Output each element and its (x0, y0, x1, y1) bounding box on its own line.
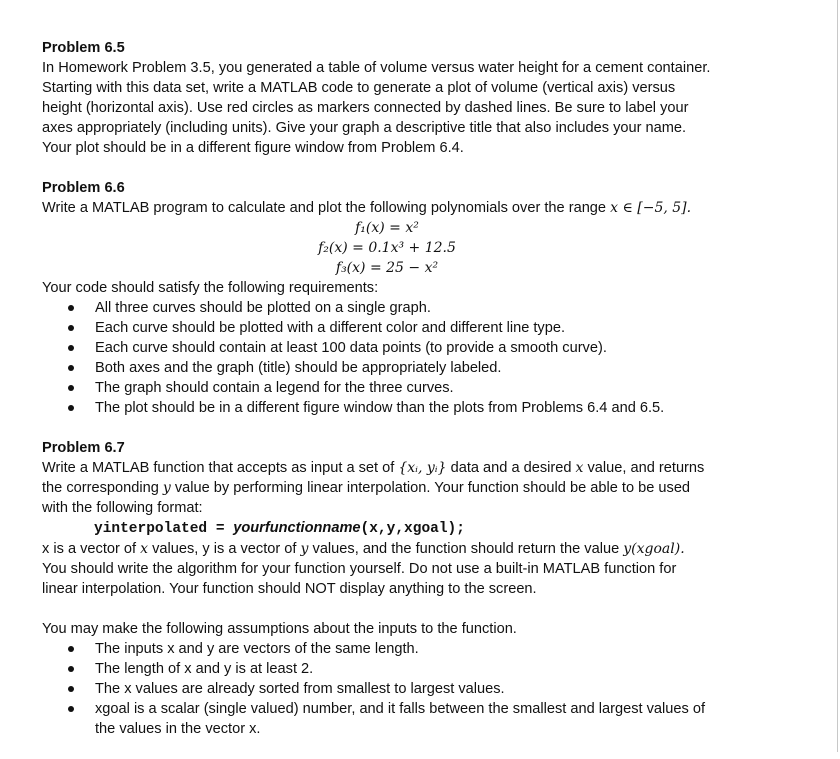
math-y: y (162, 480, 171, 496)
problem-6-5-heading: Problem 6.5 (42, 40, 125, 56)
problem-6-7-line (42, 458, 742, 478)
problem-6-7-line: linear interpolation. Your function should NOT display anything to the screen. (42, 581, 537, 597)
problem-6-5-line: height (horizontal axis). Use red circles as markers connected by dashed lines. Be sure to label your (42, 100, 689, 116)
code-function-name: yourfunctionname (233, 520, 361, 536)
math-x: x (575, 460, 584, 476)
assumptions (42, 619, 742, 739)
bullet-icon (68, 686, 74, 692)
text-run: data and a desired (446, 460, 576, 476)
page-edge-rule (837, 0, 838, 752)
problem-6-6 (42, 178, 742, 418)
math-x: x (140, 541, 149, 557)
list-item (42, 298, 742, 318)
bullet-icon (68, 365, 74, 371)
problem-6-5 (42, 38, 742, 158)
list-item-text: the values in the vector x. (95, 721, 261, 737)
list-item (42, 358, 742, 378)
list-item-text: Both axes and the graph (title) should be appropriately labeled. (95, 360, 502, 376)
bullet-icon (68, 385, 74, 391)
bullet-icon (68, 405, 74, 411)
problem-6-7-heading: Problem 6.7 (42, 440, 125, 456)
list-item-text: The graph should contain a legend for the three curves. (95, 380, 454, 396)
math-set: {xᵢ, yᵢ} (398, 460, 447, 476)
code-example (42, 518, 742, 539)
text-run: Write a MATLAB function that accepts as input a set of (42, 460, 399, 476)
text-run: values, y is a vector of (148, 541, 301, 557)
text-run: value, and returns (583, 460, 705, 476)
list-item-text: The x values are already sorted from smallest to largest values. (95, 681, 505, 697)
problem-6-5-line: In Homework Problem 3.5, you generated a table of volume versus water height for a cement container. (42, 60, 711, 76)
math-y-xgoal: y(xgoal). (623, 541, 685, 557)
list-item-text: The inputs x and y are vectors of the same length. (95, 641, 419, 657)
list-item-text: Each curve should be plotted with a different color and different line type. (95, 320, 565, 336)
problem-6-6-heading: Problem 6.6 (42, 180, 125, 196)
problem-6-7 (42, 438, 742, 599)
list-item (42, 398, 742, 418)
problem-6-5-line: Your plot should be in a different figure window from Problem 6.4. (42, 140, 464, 156)
list-item-text: The length of x and y is at least 2. (95, 661, 314, 677)
list-item (42, 378, 742, 398)
code-output-var: yinterpolated = (94, 521, 234, 537)
text-run: the corresponding (42, 480, 163, 496)
bullet-icon (68, 325, 74, 331)
document-page (42, 38, 742, 759)
intro-text: Write a MATLAB program to calculate and plot the following polynomials over the range (42, 200, 611, 216)
list-item (42, 699, 742, 739)
math-y: y (300, 541, 309, 557)
list-item-text: xgoal is a scalar (single valued) number, and it falls between the smallest and largest values of (95, 701, 706, 717)
equation-f1: f₁(x) = x² (355, 220, 419, 236)
assumptions-intro: You may make the following assumptions about the inputs to the function. (42, 621, 517, 637)
assumptions-list (42, 639, 742, 739)
problem-6-6-intro (42, 198, 742, 218)
bullet-icon (68, 345, 74, 351)
equation-f2: f₂(x) = 0.1x³ + 12.5 (318, 240, 456, 256)
equation-f3: f₃(x) = 25 − x² (335, 260, 439, 276)
range-math: x ∈ [−5, 5]. (610, 200, 692, 216)
text-run: value by performing linear interpolation. Your function should be able to be used (170, 480, 691, 496)
list-item (42, 639, 742, 659)
list-item (42, 338, 742, 358)
list-item (42, 679, 742, 699)
list-item-text: Each curve should contain at least 100 data points (to provide a smooth curve). (95, 340, 607, 356)
list-item (42, 318, 742, 338)
problem-6-7-line (42, 539, 742, 559)
bullet-icon (68, 305, 74, 311)
requirements-intro: Your code should satisfy the following requirements: (42, 280, 379, 296)
problem-6-7-line: with the following format: (42, 500, 203, 516)
equation-block (42, 218, 732, 278)
problem-6-5-line: axes appropriately (including units). Give your graph a descriptive title that also includes your name. (42, 120, 687, 136)
code-args: (x,y,xgoal); (360, 521, 465, 537)
list-item-text: The plot should be in a different figure window than the plots from Problems 6.4 and 6.5. (95, 400, 665, 416)
text-run: x is a vector of (42, 541, 141, 557)
text-run: values, and the function should return the value (308, 541, 624, 557)
bullet-icon (68, 706, 74, 712)
problem-6-5-line: Starting with this data set, write a MATLAB code to generate a plot of volume (vertical axis) versus (42, 80, 676, 96)
list-item (42, 659, 742, 679)
problem-6-7-line: You should write the algorithm for your function yourself. Do not use a built-in MATLAB function for (42, 561, 677, 577)
list-item-text: All three curves should be plotted on a single graph. (95, 300, 431, 316)
requirements-list (42, 298, 742, 418)
bullet-icon (68, 666, 74, 672)
problem-6-7-line (42, 478, 742, 498)
bullet-icon (68, 646, 74, 652)
